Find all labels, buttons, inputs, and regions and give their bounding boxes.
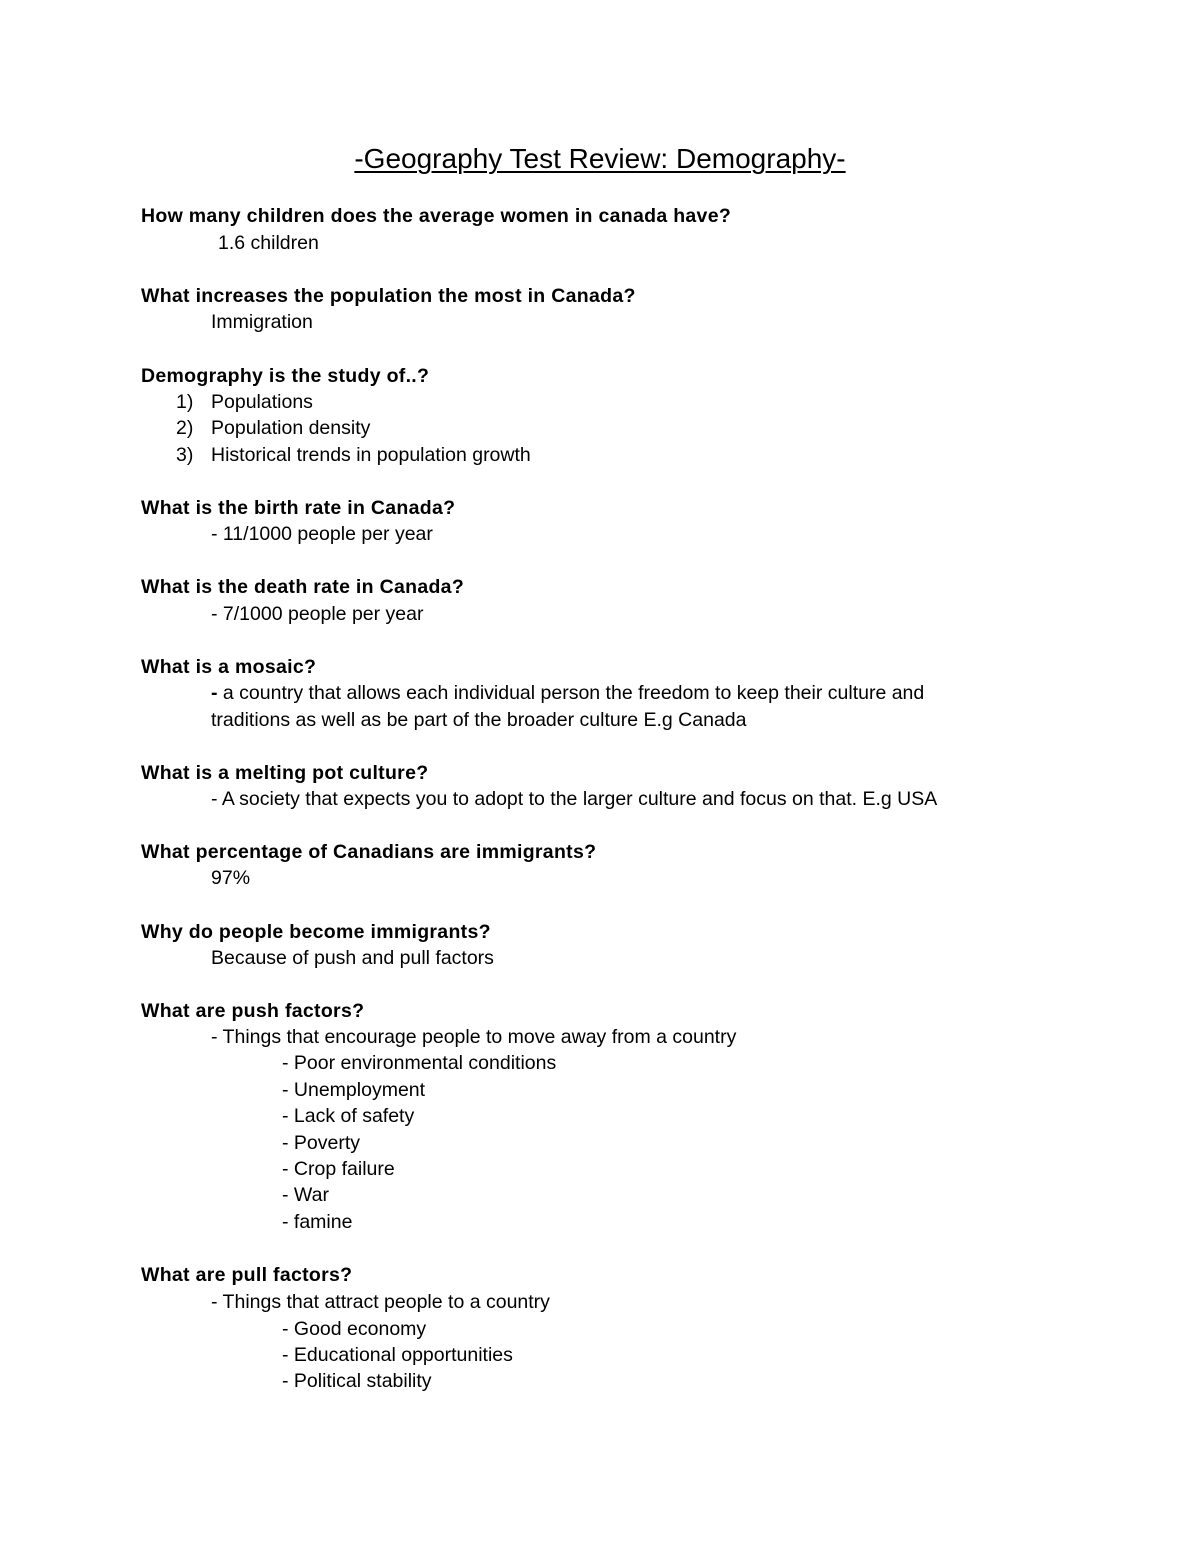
question-birth-rate: What is the birth rate in Canada? [141, 497, 456, 519]
list-item: - Poor environmental conditions [282, 1052, 557, 1074]
answer-mosaic-line-2: traditions as well as be part of the broader culture E.g Canada [211, 709, 747, 731]
answer-immigrant-percentage: 97% [211, 867, 251, 889]
list-item: - Educational opportunities [282, 1344, 513, 1366]
list-item: - Lack of safety [282, 1105, 415, 1127]
list-number: 3) [176, 444, 194, 466]
answer-melting-pot: - A society that expects you to adopt to the larger culture and focus on that. E.g USA [211, 788, 938, 810]
question-why-immigrate: Why do people become immigrants? [141, 921, 491, 943]
question-population-increase: What increases the population the most in Canada? [141, 285, 636, 307]
list-number: 2) [176, 417, 194, 439]
page-title: -Geography Test Review: Demography- [354, 143, 846, 174]
answer-death-rate: - 7/1000 people per year [211, 603, 424, 625]
question-push-factors: What are push factors? [141, 1000, 365, 1022]
answer-push-factors: - Things that encourage people to move away from a country [211, 1026, 737, 1048]
question-death-rate: What is the death rate in Canada? [141, 576, 465, 598]
list-number: 1) [176, 391, 194, 413]
answer-why-immigrate: Because of push and pull factors [211, 947, 494, 969]
answer-text: a country that allows each individual person the freedom to keep their culture and [217, 682, 925, 704]
list-item: - Political stability [282, 1370, 432, 1392]
answer-population-increase: Immigration [211, 311, 313, 333]
question-demography-definition: Demography is the study of..? [141, 365, 430, 387]
question-melting-pot: What is a melting pot culture? [141, 762, 429, 784]
answer-average-children: 1.6 children [218, 232, 319, 254]
list-item: - Unemployment [282, 1079, 426, 1101]
question-immigrant-percentage: What percentage of Canadians are immigrants? [141, 841, 597, 863]
list-item: - Poverty [282, 1132, 361, 1154]
list-item: - Crop failure [282, 1158, 395, 1180]
list-item: Population density [211, 417, 371, 439]
answer-birth-rate: - 11/1000 people per year [211, 523, 433, 545]
answer-pull-factors: - Things that attract people to a country [211, 1291, 550, 1313]
question-mosaic: What is a mosaic? [141, 656, 317, 678]
answer-mosaic-line-1 [211, 681, 924, 705]
list-item: Populations [211, 391, 313, 413]
list-item: - War [282, 1184, 329, 1206]
list-item: Historical trends in population growth [211, 444, 531, 466]
list-item: - Good economy [282, 1318, 427, 1340]
answer-dash: - [211, 682, 218, 704]
question-average-children: How many children does the average women in canada have? [141, 205, 732, 227]
question-pull-factors: What are pull factors? [141, 1264, 353, 1286]
list-item: - famine [282, 1211, 353, 1233]
